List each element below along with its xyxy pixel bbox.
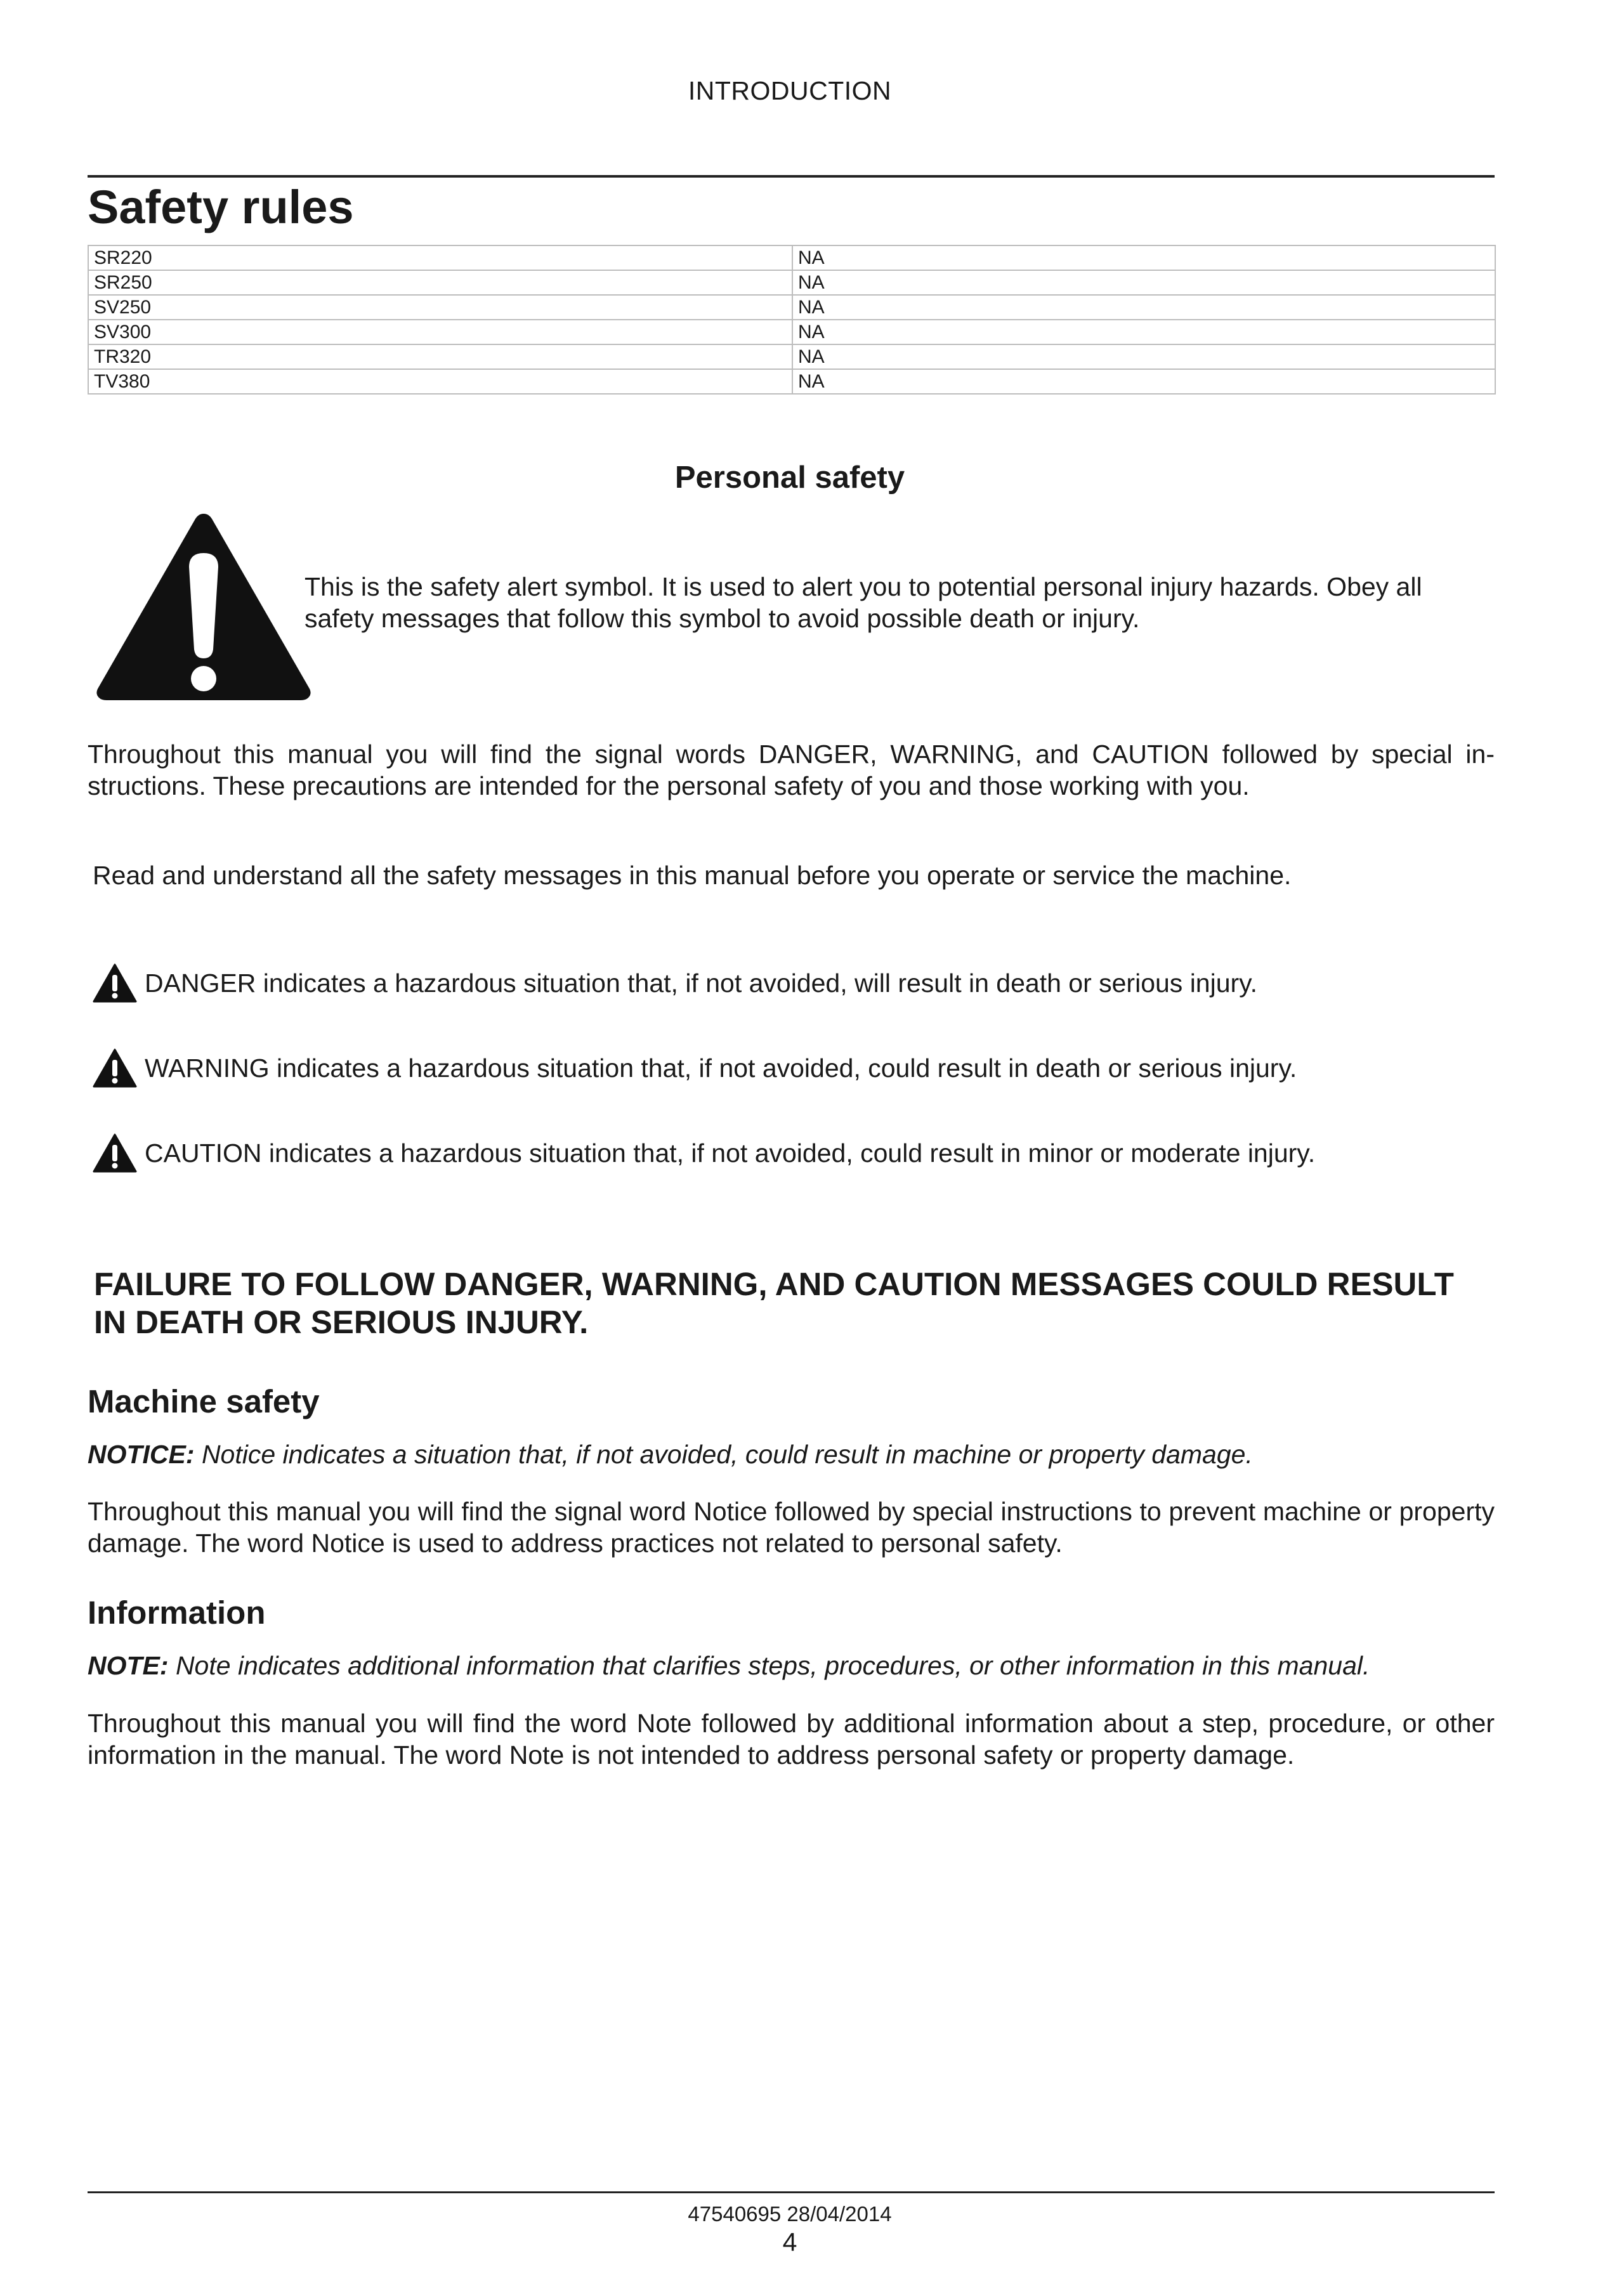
model-value-cell: NA (792, 245, 1495, 270)
notice-label: NOTICE: (88, 1440, 195, 1469)
table-row (88, 344, 1495, 369)
note-label: NOTE: (88, 1651, 169, 1680)
notice-line (88, 1438, 1253, 1470)
danger-signal-text: DANGER indicates a hazardous situation that, if not avoided, will result in death or serious injury. (145, 968, 1258, 998)
warning-alert-icon (93, 1048, 137, 1088)
model-name-cell: TV380 (88, 369, 792, 394)
caution-signal-text: CAUTION indicates a hazardous situation that, if not avoided, could result in minor or moderate injury. (145, 1138, 1316, 1168)
model-name-cell: SV300 (88, 320, 792, 344)
signal-words-paragraph: Throughout this manual you will find the signal words DANGER, WARNING, and CAUTION followed by special in- structions. These precautions are intended for the personal safety of you and those working with you. (88, 740, 1495, 800)
footer-divider (88, 2191, 1495, 2193)
page-number: 4 (782, 2228, 797, 2257)
failure-line-1: FAILURE TO FOLLOW DANGER, WARNING, AND CAUTION MESSAGES COULD RESULT (94, 1266, 1454, 1302)
model-name-cell: SV250 (88, 295, 792, 320)
note-line (88, 1650, 1370, 1681)
warning-signal-row (93, 1046, 1297, 1090)
notice-text: Notice indicates a situation that, if not avoided, could result in machine or property damage. (201, 1440, 1253, 1469)
read-understand-paragraph: Read and understand all the safety messages in this manual before you operate or service the machine. (93, 861, 1292, 890)
model-value-cell: NA (792, 320, 1495, 344)
model-value-cell: NA (792, 270, 1495, 295)
failure-warning-statement (94, 1265, 1515, 1341)
page-header-section: INTRODUCTION (688, 76, 892, 105)
information-paragraph: Throughout this manual you will find the word Note followed by additional information about a step, procedure, or other information in the manual. The word Note is not intended to address personal safety or property damage. (88, 1709, 1495, 1770)
model-value-cell: NA (792, 344, 1495, 369)
machine-safety-heading: Machine safety (88, 1383, 320, 1419)
danger-signal-row (93, 961, 1257, 1005)
model-name-cell: TR320 (88, 344, 792, 369)
caution-signal-row (93, 1131, 1315, 1175)
safety-alert-description: This is the safety alert symbol. It is used to alert you to potential personal injury hazards. Obey all safety messages that follow this symbol to avoid possible death or injury. (304, 572, 1422, 633)
table-row (88, 245, 1495, 270)
table-row (88, 270, 1495, 295)
footer-document-id: 47540695 28/04/2014 (688, 2202, 892, 2226)
failure-line-2: IN DEATH OR SERIOUS INJURY. (94, 1304, 589, 1340)
information-heading: Information (88, 1595, 266, 1631)
table-row (88, 369, 1495, 394)
model-name-cell: SR220 (88, 245, 792, 270)
table-row (88, 320, 1495, 344)
model-value-cell: NA (792, 295, 1495, 320)
model-value-cell: NA (792, 369, 1495, 394)
table-row (88, 295, 1495, 320)
caution-alert-icon (93, 1133, 137, 1173)
safety-alert-triangle-icon (94, 509, 313, 703)
header-divider (88, 175, 1495, 178)
note-text: Note indicates additional information that clarifies steps, procedures, or other information in this manual. (175, 1651, 1370, 1680)
personal-safety-heading: Personal safety (674, 460, 905, 495)
page-title: Safety rules (88, 181, 354, 233)
danger-alert-icon (93, 963, 137, 1003)
model-applicability-table (88, 245, 1496, 395)
machine-safety-paragraph: Throughout this manual you will find the signal word Notice followed by special instructions to prevent machine or property damage. The word Notice is used to address practices not related to personal safety. (88, 1497, 1495, 1558)
warning-signal-text: WARNING indicates a hazardous situation that, if not avoided, could result in death or serious injury. (145, 1053, 1297, 1083)
model-name-cell: SR250 (88, 270, 792, 295)
